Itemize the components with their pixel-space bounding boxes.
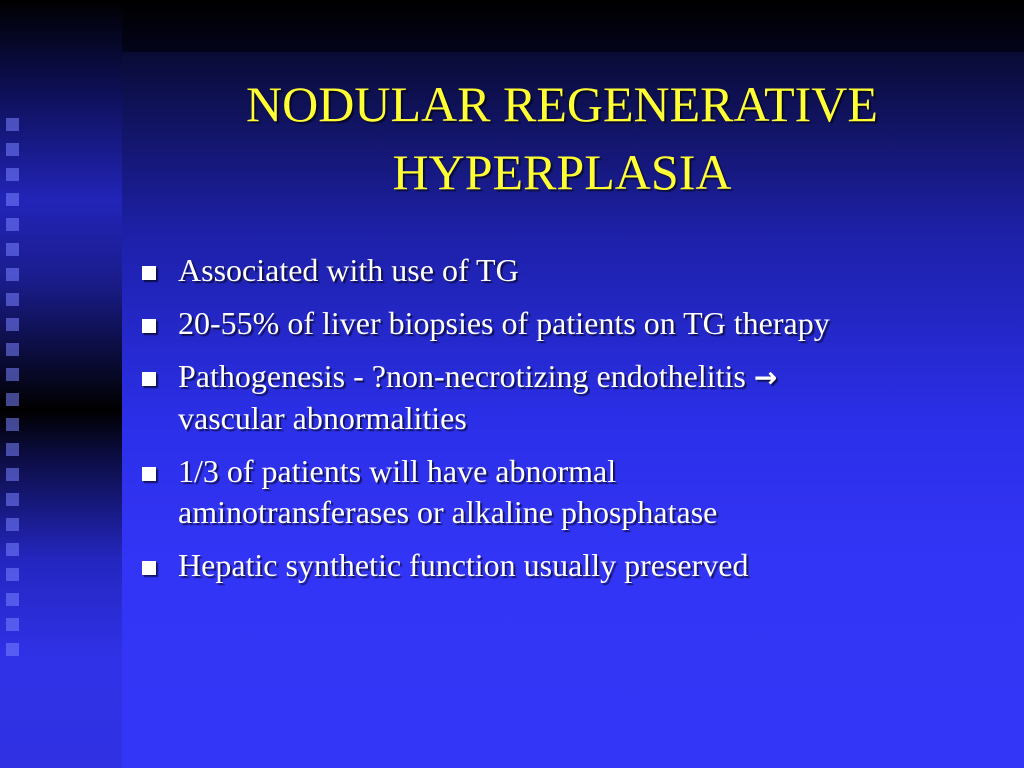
decorative-square xyxy=(6,343,19,356)
square-bullet-icon xyxy=(142,372,156,386)
bullet-list xyxy=(140,250,1010,598)
bullet-item xyxy=(140,545,1010,586)
square-bullet-icon xyxy=(142,467,156,481)
decorative-square xyxy=(6,418,19,431)
bullet-text: Pathogenesis - ?non-necrotizing endothelitis xyxy=(178,358,754,394)
bullet-item xyxy=(140,250,1010,291)
slide-title-line-1: NODULAR REGENERATIVE xyxy=(246,76,878,132)
decorative-squares xyxy=(6,118,30,668)
slide-title xyxy=(122,70,1002,206)
decorative-left-strip xyxy=(0,0,122,768)
decorative-square xyxy=(6,643,19,656)
slide-title-line-2: HYPERPLASIA xyxy=(392,144,732,200)
square-bullet-icon xyxy=(142,266,156,280)
decorative-square xyxy=(6,118,19,131)
bullet-text: Associated with use of TG xyxy=(178,252,519,288)
bullet-text-continued: aminotransferases or alkaline phosphatase xyxy=(178,494,718,530)
bullet-item xyxy=(140,451,1010,533)
decorative-square xyxy=(6,168,19,181)
decorative-square xyxy=(6,193,19,206)
bullet-item xyxy=(140,303,1010,344)
bullet-text-continued: vascular abnormalities xyxy=(178,400,467,436)
decorative-square xyxy=(6,568,19,581)
bullet-text: 20-55% of liver biopsies of patients on TG therapy xyxy=(178,305,830,341)
decorative-square xyxy=(6,393,19,406)
decorative-square xyxy=(6,443,19,456)
decorative-square xyxy=(6,543,19,556)
bullet-text: Hepatic synthetic function usually preserved xyxy=(178,547,749,583)
decorative-square xyxy=(6,518,19,531)
decorative-square xyxy=(6,618,19,631)
decorative-square xyxy=(6,368,19,381)
decorative-square xyxy=(6,318,19,331)
square-bullet-icon xyxy=(142,319,156,333)
bullet-text: 1/3 of patients will have abnormal xyxy=(178,453,617,489)
decorative-top-band xyxy=(122,0,1024,52)
decorative-square xyxy=(6,243,19,256)
decorative-square xyxy=(6,593,19,606)
bullet-item xyxy=(140,356,1010,439)
decorative-square xyxy=(6,493,19,506)
right-arrow-icon: → xyxy=(753,361,778,394)
decorative-square xyxy=(6,293,19,306)
decorative-square xyxy=(6,143,19,156)
decorative-square xyxy=(6,268,19,281)
decorative-square xyxy=(6,468,19,481)
square-bullet-icon xyxy=(142,561,156,575)
decorative-square xyxy=(6,218,19,231)
